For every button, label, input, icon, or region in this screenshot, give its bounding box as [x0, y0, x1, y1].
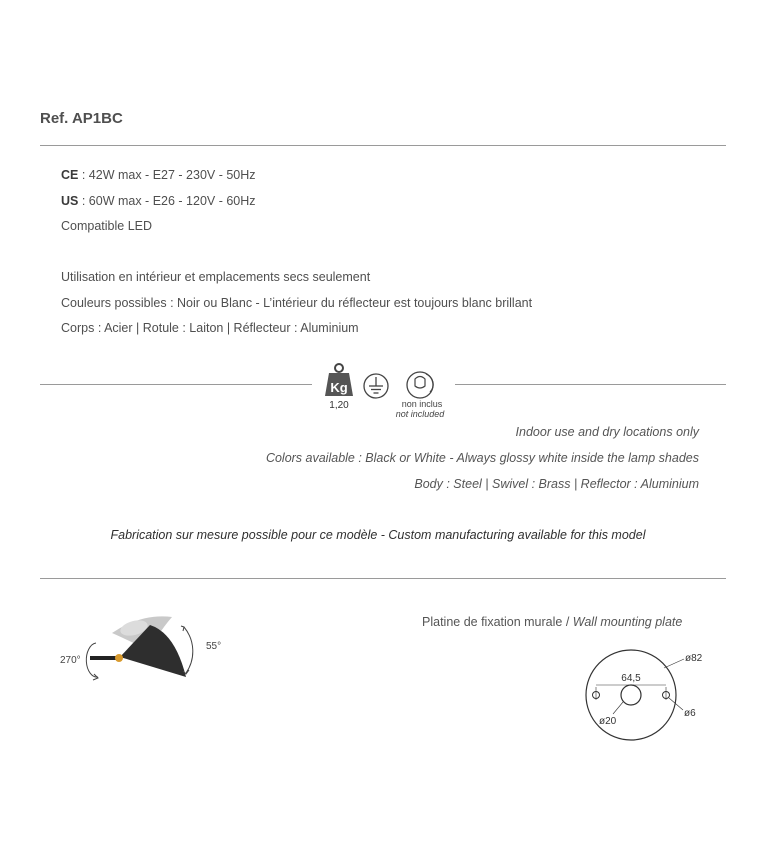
colors-fr: Couleurs possibles : Noir ou Blanc - L’intérieur du réflecteur est toujours blanc brillant [61, 296, 533, 310]
lamp-rotation-diagram [50, 605, 240, 695]
divider-top [40, 145, 726, 146]
diameter-label: ø82 [685, 653, 703, 664]
weight-icon [325, 364, 353, 396]
hole-label: ø6 [684, 708, 696, 719]
tilt-arrow-icon [184, 627, 193, 673]
divider-icons-right [455, 384, 726, 385]
weight-label: Kg [330, 380, 348, 395]
spec-us: US : 60W max - E26 - 120V - 60Hz [61, 194, 256, 208]
bulb-note-fr: non inclus [401, 399, 443, 409]
mounting-plate-diagram [575, 640, 715, 750]
usage-fr: Utilisation en intérieur et emplacements secs seulement [61, 270, 371, 284]
center-label: ø20 [599, 716, 617, 727]
icons-group [320, 362, 455, 422]
plate-title: Platine de fixation murale / Wall mounting plate [422, 615, 683, 629]
rotation-label: 270° [60, 655, 81, 666]
reference-title: Ref. AP1BC [40, 110, 123, 127]
bulb-note-en: not included [395, 409, 445, 419]
spacing-label: 64,5 [621, 673, 641, 684]
custom-manufacturing-note: Fabrication sur mesure possible pour ce modèle - Custom manufacturing available for this model [110, 528, 646, 542]
rotation-arrow-icon [86, 643, 98, 677]
tilt-label: 55° [206, 641, 222, 652]
spec-led: Compatible LED [61, 219, 153, 233]
bulb-icon [407, 372, 433, 398]
materials-fr: Corps : Acier | Rotule : Laiton | Réflecteur : Aluminium [61, 321, 359, 335]
divider-icons-left [40, 384, 312, 385]
usage-en: Indoor use and dry locations only [515, 425, 699, 439]
colors-en: Colors available : Black or White - Always glossy white inside the lamp shades [265, 451, 699, 465]
ground-icon [364, 374, 388, 398]
spec-ce: CE : 42W max - E27 - 230V - 50Hz [61, 168, 256, 182]
plate-center-hole [621, 685, 641, 705]
lamp-swivel [115, 654, 123, 662]
weight-value: 1,20 [329, 400, 349, 411]
materials-en: Body : Steel | Swivel : Brass | Reflector : Aluminium [414, 477, 699, 491]
divider-bottom [40, 578, 726, 579]
